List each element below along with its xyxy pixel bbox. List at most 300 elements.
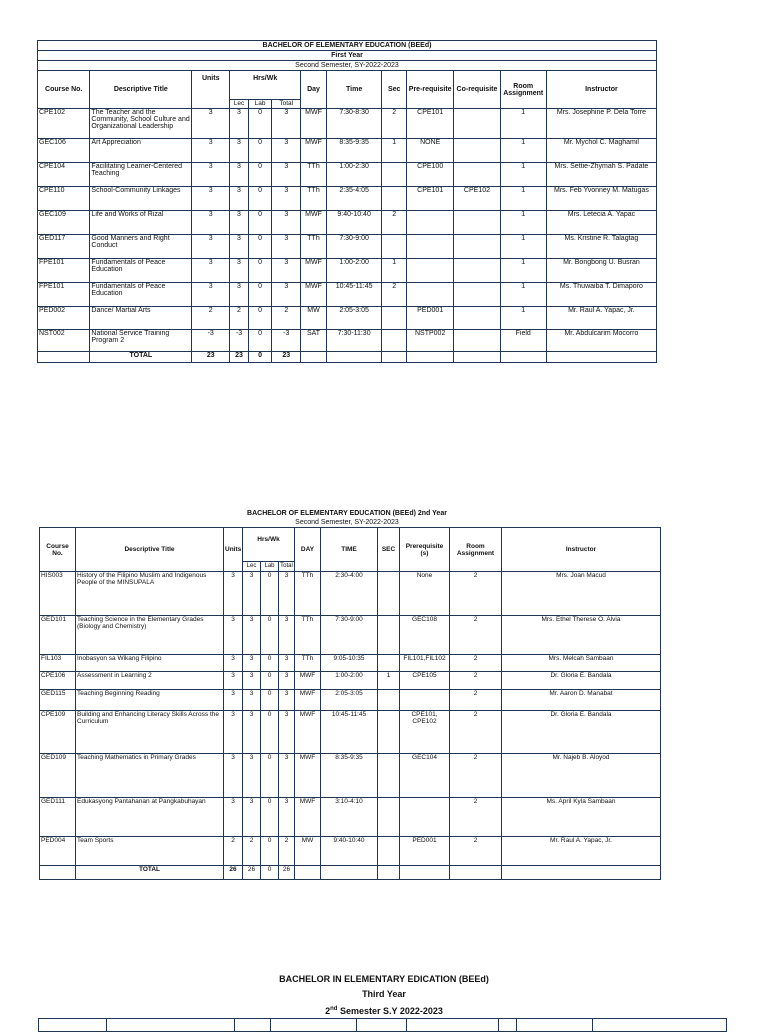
corequisite: CPE102 — [454, 187, 500, 211]
day: MWF — [295, 672, 321, 690]
instructor: Mr. Mychol C. Maghamil — [546, 139, 656, 163]
lec-hours: 3 — [230, 109, 249, 139]
course-code: PED002 — [38, 307, 90, 330]
course-code: FPE101 — [38, 283, 90, 307]
lec-hours: 3 — [243, 655, 261, 672]
corequisite — [454, 139, 500, 163]
day: TTh — [301, 235, 327, 259]
instructor: Mrs. Feb Yvonney M. Matugas — [546, 187, 656, 211]
total-hours: 3 — [279, 572, 295, 616]
table-row — [40, 616, 661, 655]
table-row — [40, 572, 661, 616]
year-level-3rd-year: Third Year — [362, 989, 406, 999]
course-title: Art Appreciation — [90, 139, 192, 163]
prerequisite — [400, 798, 450, 837]
total-hours: 3 — [272, 139, 301, 163]
course-title: Team Sports — [76, 837, 224, 866]
lab-hours: 0 — [261, 754, 279, 798]
time: 7:30-8:30 — [326, 109, 382, 139]
instructor: Mr. Raul A. Yapac, Jr. — [546, 307, 656, 330]
header-day: DAY — [295, 528, 321, 572]
total-hours: 3 — [272, 211, 301, 235]
corequisite — [454, 163, 500, 187]
total-label: TOTAL — [76, 866, 224, 880]
section — [378, 616, 400, 655]
lec-hours: 3 — [230, 235, 249, 259]
course-code: GED109 — [40, 754, 76, 798]
room: 2 — [450, 798, 502, 837]
header-room: Room Assignment — [500, 71, 546, 109]
section — [378, 655, 400, 672]
time: 3:10-4:10 — [321, 798, 378, 837]
units: 3 — [224, 672, 243, 690]
time: 10:45-11:45 — [326, 283, 382, 307]
prerequisite: CPE101 — [407, 187, 454, 211]
course-code: CPE106 — [40, 672, 76, 690]
section — [382, 330, 407, 352]
course-title: The Teacher and the Community, School Culture and Organizational Leadership — [90, 109, 192, 139]
header-units: Units — [224, 528, 243, 572]
course-code: GEC106 — [38, 139, 90, 163]
header-course-no: Course No. — [38, 71, 90, 109]
total-hours: 3 — [279, 616, 295, 655]
time: 1:00-2:00 — [326, 259, 382, 283]
total-hours: -3 — [272, 330, 301, 352]
course-title: Teaching Mathematics in Primary Grades — [76, 754, 224, 798]
lec-hours: 2 — [230, 307, 249, 330]
header-descriptive-title: Descriptive Title — [76, 528, 224, 572]
table-row — [38, 283, 657, 307]
header-instructor: Instructor — [546, 71, 656, 109]
course-title: Inobasyon sa Wikang Filipino — [76, 655, 224, 672]
course-code: HIS003 — [40, 572, 76, 616]
instructor: Mrs. Joan Macud — [502, 572, 661, 616]
total-lec: 26 — [243, 866, 261, 880]
header-room: Room Assignment — [450, 528, 502, 572]
course-title: History of the Filipino Muslim and Indigenous People of the MINSUPALA — [76, 572, 224, 616]
corequisite — [454, 307, 500, 330]
lec-hours: 3 — [230, 211, 249, 235]
section — [382, 307, 407, 330]
units: 3 — [224, 655, 243, 672]
instructor: Mrs. Ethel Therese O. Alvia — [502, 616, 661, 655]
prerequisite: CPE100 — [407, 163, 454, 187]
course-code: GEC109 — [38, 211, 90, 235]
semester-label-2nd-year: Second Semester, SY-2022-2023 — [295, 519, 399, 526]
section — [378, 837, 400, 866]
prerequisite: GEC104 — [400, 754, 450, 798]
total-total: 23 — [272, 352, 301, 363]
room: 1 — [500, 259, 546, 283]
header-lec: Lec — [243, 562, 261, 572]
prerequisite — [400, 690, 450, 711]
time: 7:30-9:00 — [326, 235, 382, 259]
course-code: FPE101 — [38, 259, 90, 283]
table-row — [38, 259, 657, 283]
total-hours: 3 — [272, 283, 301, 307]
lec-hours: 3 — [230, 259, 249, 283]
lab-hours: 0 — [248, 235, 272, 259]
prerequisite: CPE101, CPE102 — [400, 711, 450, 754]
corequisite — [454, 109, 500, 139]
units: 3 — [224, 754, 243, 798]
day: MWF — [301, 211, 327, 235]
lec-hours: 3 — [230, 163, 249, 187]
course-code: CPE110 — [38, 187, 90, 211]
day: TTh — [301, 163, 327, 187]
day: MWF — [301, 109, 327, 139]
header-prerequisite: Prerequisite (s) — [400, 528, 450, 572]
lab-hours: 0 — [248, 330, 272, 352]
total-hours: 3 — [279, 655, 295, 672]
instructor: Ms. Kristine R. Talagtag — [546, 235, 656, 259]
lab-hours: 0 — [248, 283, 272, 307]
section — [382, 163, 407, 187]
header-time: Time — [326, 71, 382, 109]
course-code: GED111 — [40, 798, 76, 837]
header-lec: Lec — [230, 100, 249, 109]
total-hours: 3 — [279, 672, 295, 690]
header-total: Total — [272, 100, 301, 109]
day: MWF — [295, 798, 321, 837]
day: MWF — [301, 139, 327, 163]
section — [382, 187, 407, 211]
total-label: TOTAL — [90, 352, 192, 363]
prerequisite: GEC108 — [400, 616, 450, 655]
course-code: CPE104 — [38, 163, 90, 187]
total-hours: 3 — [272, 187, 301, 211]
lec-hours: -3 — [230, 330, 249, 352]
course-title: Fundamentals of Peace Education — [90, 259, 192, 283]
header-instructor: Instructor — [502, 528, 661, 572]
total-lec: 23 — [230, 352, 249, 363]
units: 3 — [192, 283, 230, 307]
course-title: Facilitating Learner-Centered Teaching — [90, 163, 192, 187]
lab-hours: 0 — [261, 690, 279, 711]
units: 3 — [224, 711, 243, 754]
lec-hours: 3 — [243, 616, 261, 655]
section — [382, 235, 407, 259]
lab-hours: 0 — [248, 139, 272, 163]
prerequisite: PED001 — [407, 307, 454, 330]
header-prerequisite: Pre-requisite — [407, 71, 454, 109]
corequisite — [454, 211, 500, 235]
header-units: Units — [192, 71, 230, 109]
year-level: First Year — [38, 51, 657, 61]
day: SAT — [301, 330, 327, 352]
section — [378, 798, 400, 837]
lab-hours: 0 — [248, 187, 272, 211]
time: 2:35-4:05 — [326, 187, 382, 211]
room: 2 — [450, 572, 502, 616]
room: 1 — [500, 211, 546, 235]
table-row — [38, 187, 657, 211]
total-hours: 3 — [272, 109, 301, 139]
units: 3 — [224, 616, 243, 655]
section — [378, 690, 400, 711]
prerequisite — [407, 211, 454, 235]
section — [378, 754, 400, 798]
header-time: TIME — [321, 528, 378, 572]
lab-hours: 0 — [261, 711, 279, 754]
header-hrs-wk: Hrs/Wk — [243, 528, 295, 562]
total-hours: 3 — [279, 754, 295, 798]
time: 2:05-3:05 — [326, 307, 382, 330]
section: 1 — [382, 139, 407, 163]
instructor: Mr. Abdulcarim Mocorro — [546, 330, 656, 352]
instructor: Ms. April Kyla Sambaan — [502, 798, 661, 837]
day: TTh — [295, 572, 321, 616]
room: 2 — [450, 754, 502, 798]
day: MW — [295, 837, 321, 866]
total-hours: 2 — [279, 837, 295, 866]
lab-hours: 0 — [248, 307, 272, 330]
table-row — [40, 711, 661, 754]
prerequisite: FIL101,FIL102 — [400, 655, 450, 672]
course-title: Life and Works of Rizal — [90, 211, 192, 235]
first-year-schedule-table — [37, 40, 657, 363]
lec-hours: 3 — [230, 187, 249, 211]
total-hours: 3 — [279, 711, 295, 754]
prerequisite: NONE — [407, 139, 454, 163]
units: 3 — [224, 798, 243, 837]
total-hours: 3 — [272, 259, 301, 283]
prerequisite: NSTP002 — [407, 330, 454, 352]
instructor: Dr. Gloria E. Bandala — [502, 672, 661, 690]
time: 10:45-11:45 — [321, 711, 378, 754]
section: 2 — [382, 211, 407, 235]
units: 3 — [192, 259, 230, 283]
room: 1 — [500, 139, 546, 163]
time: 9:05-10:35 — [321, 655, 378, 672]
prerequisite: CPE101 — [407, 109, 454, 139]
course-code: CPE109 — [40, 711, 76, 754]
table-row — [38, 330, 657, 352]
lec-hours: 3 — [243, 711, 261, 754]
total-hours: 3 — [272, 235, 301, 259]
day: MWF — [301, 283, 327, 307]
header-corequisite: Co-requisite — [454, 71, 500, 109]
corequisite — [454, 283, 500, 307]
prerequisite — [407, 259, 454, 283]
lab-hours: 0 — [248, 163, 272, 187]
course-code: GED101 — [40, 616, 76, 655]
lab-hours: 0 — [261, 616, 279, 655]
header-lab: Lab — [248, 100, 272, 109]
table-row — [38, 139, 657, 163]
instructor: Mrs. Letecia A. Yapac — [546, 211, 656, 235]
course-title: Building and Enhancing Literacy Skills Across the Curriculum — [76, 711, 224, 754]
units: 3 — [192, 235, 230, 259]
lab-hours: 0 — [261, 798, 279, 837]
course-title: School-Community Linkages — [90, 187, 192, 211]
second-year-schedule-table — [39, 527, 661, 880]
units: 3 — [224, 690, 243, 711]
time: 2:30-4:00 — [321, 572, 378, 616]
course-title: Fundamentals of Peace Education — [90, 283, 192, 307]
total-hours: 2 — [272, 307, 301, 330]
table-row — [38, 163, 657, 187]
lab-hours: 0 — [248, 109, 272, 139]
room: 1 — [500, 283, 546, 307]
lab-hours: 0 — [261, 672, 279, 690]
total-lab: 0 — [261, 866, 279, 880]
total-units: 26 — [224, 866, 243, 880]
room: 2 — [450, 711, 502, 754]
room: 1 — [500, 307, 546, 330]
total-units: 23 — [192, 352, 230, 363]
day: MWF — [295, 690, 321, 711]
lec-hours: 3 — [243, 798, 261, 837]
course-title: Dance/ Martial Arts — [90, 307, 192, 330]
lec-hours: 3 — [243, 690, 261, 711]
lab-hours: 0 — [248, 211, 272, 235]
total-hours: 3 — [279, 798, 295, 837]
total-lab: 0 — [248, 352, 272, 363]
table-row — [40, 798, 661, 837]
table-row — [38, 211, 657, 235]
lab-hours: 0 — [261, 572, 279, 616]
room: 2 — [450, 690, 502, 711]
time: 9:40-10:40 — [321, 837, 378, 866]
units: 3 — [192, 211, 230, 235]
table-row — [40, 690, 661, 711]
instructor: Mr. Bongbong U. Busran — [546, 259, 656, 283]
corequisite — [454, 330, 500, 352]
time: 8:35-9:35 — [321, 754, 378, 798]
corequisite — [454, 235, 500, 259]
room: 1 — [500, 235, 546, 259]
table-row — [40, 672, 661, 690]
section: 1 — [382, 259, 407, 283]
course-title: National Service Training Program 2 — [90, 330, 192, 352]
header-lab: Lab — [261, 562, 279, 572]
course-title: Teaching Science in the Elementary Grades (Biology and Chemistry) — [76, 616, 224, 655]
total-row — [40, 866, 661, 880]
lec-hours: 3 — [243, 572, 261, 616]
header-sec: SEC — [378, 528, 400, 572]
lab-hours: 0 — [248, 259, 272, 283]
course-code: CPE102 — [38, 109, 90, 139]
lec-hours: 3 — [230, 283, 249, 307]
course-title: Teaching Beginning Reading — [76, 690, 224, 711]
table-row — [38, 235, 657, 259]
table-row — [38, 307, 657, 330]
time: 7:30-9:00 — [321, 616, 378, 655]
prerequisite: PED001 — [400, 837, 450, 866]
time: 9:40-10:40 — [326, 211, 382, 235]
course-title: Edukasyong Pantahanan at Pangkabuhayan — [76, 798, 224, 837]
lec-hours: 3 — [243, 754, 261, 798]
prerequisite: CPE105 — [400, 672, 450, 690]
units: 3 — [192, 187, 230, 211]
header-total: Total — [279, 562, 295, 572]
units: 3 — [224, 572, 243, 616]
section: 2 — [382, 109, 407, 139]
table-row — [40, 655, 661, 672]
corequisite — [454, 259, 500, 283]
course-code: GED117 — [38, 235, 90, 259]
day: TTh — [301, 187, 327, 211]
program-title: BACHELOR OF ELEMENTARY EDUCATION (BEEd) — [38, 41, 657, 51]
time: 2:05-3:05 — [321, 690, 378, 711]
lec-hours: 2 — [243, 837, 261, 866]
prerequisite: None — [400, 572, 450, 616]
header-sec: Sec — [382, 71, 407, 109]
program-title-3rd-year: BACHELOR IN ELEMENTARY EDICATION (BEEd) — [279, 974, 489, 984]
table-row — [38, 109, 657, 139]
room: 2 — [450, 672, 502, 690]
time: 1:00-2:00 — [321, 672, 378, 690]
units: 2 — [224, 837, 243, 866]
section: 2 — [382, 283, 407, 307]
lab-hours: 0 — [261, 655, 279, 672]
course-code: NST002 — [38, 330, 90, 352]
instructor: Dr. Gloria E. Bandala — [502, 711, 661, 754]
total-row — [38, 352, 657, 363]
lec-hours: 3 — [243, 672, 261, 690]
instructor: Mr. Aaron D. Manabat — [502, 690, 661, 711]
room: 1 — [500, 109, 546, 139]
course-title: Assessment in Learning 2 — [76, 672, 224, 690]
instructor: Mrs. Josephine P. Dela Torre — [546, 109, 656, 139]
program-title-2nd-year: BACHELOR OF ELEMENTARY EDUCATION (BEEd) 2nd Year — [247, 510, 447, 517]
semester-label: Second Semester, SY-2022-2023 — [38, 61, 657, 71]
day: MWF — [295, 711, 321, 754]
room: Field — [500, 330, 546, 352]
course-title: Good Manners and Right Conduct — [90, 235, 192, 259]
units: 3 — [192, 163, 230, 187]
room: 2 — [450, 655, 502, 672]
total-total: 26 — [279, 866, 295, 880]
day: MWF — [295, 754, 321, 798]
instructor: Mr. Raul A. Yapac, Jr. — [502, 837, 661, 866]
header-hrs-wk: Hrs/Wk — [230, 71, 301, 100]
instructor: Ms. Thuwaiba T. Dimaporo — [546, 283, 656, 307]
table-row — [40, 754, 661, 798]
table-row — [40, 837, 661, 866]
units: 3 — [192, 139, 230, 163]
third-year-schedule-table — [38, 1018, 727, 1032]
header-day: Day — [301, 71, 327, 109]
day: TTh — [295, 616, 321, 655]
day: MWF — [301, 259, 327, 283]
units: -3 — [192, 330, 230, 352]
day: TTh — [295, 655, 321, 672]
course-code: PED004 — [40, 837, 76, 866]
units: 2 — [192, 307, 230, 330]
header-course-no: Course No. — [40, 528, 76, 572]
units: 3 — [192, 109, 230, 139]
course-code: GED115 — [40, 690, 76, 711]
lab-hours: 0 — [261, 837, 279, 866]
total-hours: 3 — [272, 163, 301, 187]
room: 1 — [500, 163, 546, 187]
header-descriptive-title: Descriptive Title — [90, 71, 192, 109]
section: 1 — [378, 672, 400, 690]
course-code: FIL103 — [40, 655, 76, 672]
instructor: Mr. Najeb B. Aloyod — [502, 754, 661, 798]
time: 8:35-9:35 — [326, 139, 382, 163]
prerequisite — [407, 283, 454, 307]
instructor: Mrs. Settie-Zhymah S. Padate — [546, 163, 656, 187]
prerequisite — [407, 235, 454, 259]
time: 7:30-11:30 — [326, 330, 382, 352]
time: 1:00-2:30 — [326, 163, 382, 187]
room: 2 — [450, 616, 502, 655]
room: 1 — [500, 187, 546, 211]
total-hours: 3 — [279, 690, 295, 711]
